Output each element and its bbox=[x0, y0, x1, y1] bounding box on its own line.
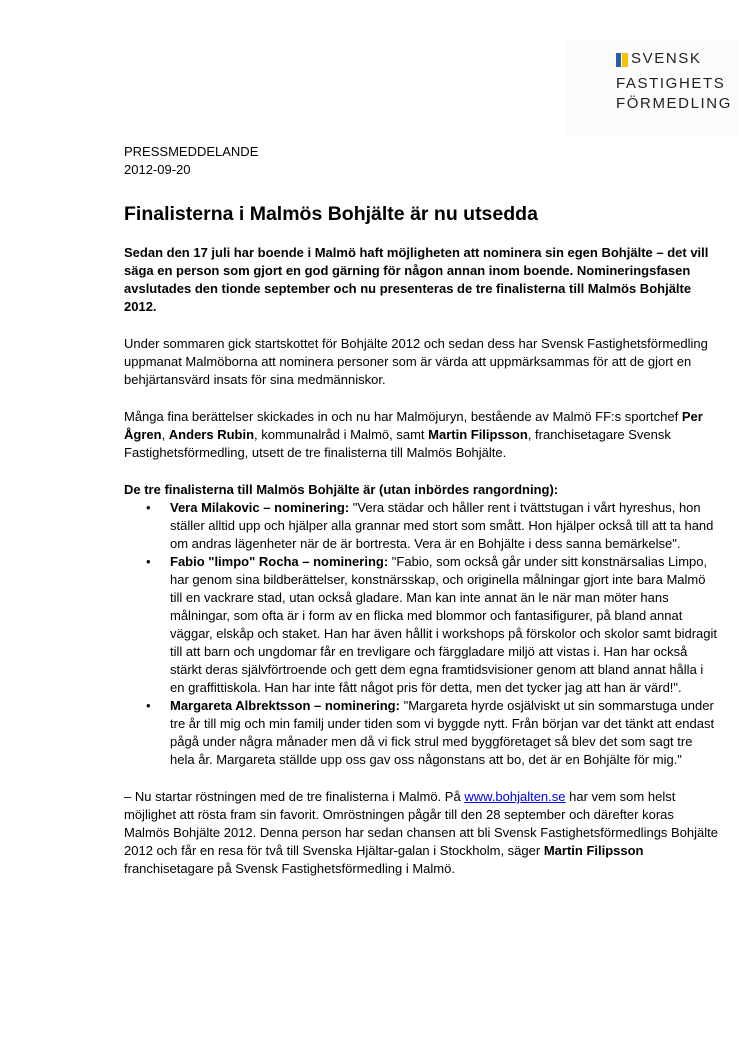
release-date: 2012-09-20 bbox=[124, 162, 191, 177]
finalist-name: Margareta Albrektsson – nominering: bbox=[170, 698, 400, 713]
flag-blue-stripe bbox=[616, 53, 621, 67]
finalist-name: Vera Milakovic – nominering: bbox=[170, 500, 350, 515]
document-type-label: PRESSMEDDELANDE bbox=[124, 144, 259, 159]
press-release-body bbox=[124, 143, 720, 897]
closing-text-3: franchisetagare på Svensk Fastighetsförmedling i Malmö. bbox=[124, 861, 455, 876]
finalists-list bbox=[124, 499, 720, 769]
paragraph-2 bbox=[124, 408, 720, 462]
paragraph-2-text-4: , franchisetagare Svensk Fastighetsförmedling, utsett de tre finalisterna till Malmös Bohjälte. bbox=[124, 427, 671, 460]
flag-yellow-stripe bbox=[622, 53, 628, 67]
logo-line-3: FÖRMEDLING bbox=[616, 95, 733, 112]
paragraph-2-text-3: , kommunalråd i Malmö, samt bbox=[254, 427, 429, 442]
finalist-item bbox=[124, 697, 720, 769]
company-logo bbox=[566, 40, 738, 136]
page-title: Finalisterna i Malmös Bohjälte är nu utsedda bbox=[124, 203, 538, 225]
finalist-nomination-text: "Fabio, som också går under sitt konstnärsalias Limpo, har genom sina bildberättelser, konstnärsskap, och originella målningar gjort inte bara Malmö till en vackrare stad, utan också gladare. Man kan inte annat än le när man möter hans målningar, som ofta är i form av en flicka med blommor och fantasifigurer, på bland annat väggar, elskåp och staket. Han har även hållit i workshops på förskolor och skolor samt bidragit till att barn och ungdomar får en trevligare och färggladare miljö att vistas i. Han har också stärkt deras självförtroende och gett dem egna framtidsvisioner genom att bland annat hålla i en graffittiskola. Han har inte fått något pris för detta, men det tycker jag att han är värd!". bbox=[170, 554, 717, 695]
bullet-icon: • bbox=[146, 500, 151, 515]
voting-site-link[interactable]: www.bohjalten.se bbox=[464, 789, 566, 804]
paragraph-1: Under sommaren gick startskottet för Bohjälte 2012 och sedan dess har Svensk Fastighetsförmedling uppmanat Malmöborna att nominera personer som är värda att uppmärksammas för att de gjort en behjärtansvärd insats för sina medmänniskor. bbox=[124, 336, 708, 387]
paragraph-2-text-2: , bbox=[161, 427, 169, 442]
finalist-item bbox=[124, 553, 720, 697]
closing-text-1: – Nu startar röstningen med de tre finalisterna i Malmö. På bbox=[124, 789, 465, 804]
jury-member-name: Per Ågren bbox=[124, 409, 703, 442]
logo-line-2: FASTIGHETS bbox=[616, 75, 726, 92]
finalists-heading: De tre finalisterna till Malmös Bohjälte är (utan inbördes rangordning): bbox=[124, 482, 559, 497]
finalist-name: Fabio "limpo" Rocha – nominering: bbox=[170, 554, 389, 569]
finalist-nomination-text: "Margareta hyrde osjälviskt ut sin sommarstuga under tre år till mig och min familj under tiden som vi byggde nytt. Från början var det tänkt att endast pågå under några månader men då vi fick strul med byggföretaget så blev det som sagt tre hela år. Margareta ställde upp oss gav oss någonstans att bo, det är en Bohjälte för mig." bbox=[170, 698, 715, 767]
finalist-item bbox=[124, 499, 720, 553]
paragraph-2-text-1: Många fina berättelser skickades in och nu har Malmöjuryn, bestående av Malmö FF:s sportchef bbox=[124, 409, 682, 424]
quoted-person-name: Martin Filipsson bbox=[543, 843, 644, 858]
finalist-nomination-text: "Vera städar och håller rent i tvättstugan i vårt hyreshus, hon ställer alltid upp och hjälper alla grannar med stort som smått. Hon hjälper också till att ta hand om andras lägenheter när de är bortresta. Vera är en Bohjälte i dess sanna bemärkelse". bbox=[170, 500, 714, 551]
bullet-icon: • bbox=[146, 698, 151, 713]
lead-paragraph: Sedan den 17 juli har boende i Malmö haft möjligheten att nominera sin egen Bohjälte – det vill säga en person som gjort en god gärning för någon annan inom boende. Nomineringsfasen avslutades den tionde september och nu presenteras de tre finalisterna till Malmös Bohjälte 2012. bbox=[124, 245, 709, 314]
jury-member-name: Anders Rubin bbox=[168, 427, 255, 442]
swedish-flag-icon bbox=[616, 53, 628, 67]
closing-paragraph bbox=[124, 788, 720, 878]
closing-text-2: har vem som helst möjlighet att rösta fram sin favorit. Omröstningen pågår till den 28 september och därefter koras Malmös Bohjälte 2012. Denna person har sedan chansen att bli Svensk Fastighetsförmedlings Bohjälte 2012 och får en resa för två till Svenska Hjältar-galan i Stockholm, säger bbox=[124, 789, 719, 858]
logo-line-1: SVENSK bbox=[631, 50, 702, 67]
bullet-icon: • bbox=[146, 554, 151, 569]
jury-member-name: Martin Filipsson bbox=[428, 427, 528, 442]
